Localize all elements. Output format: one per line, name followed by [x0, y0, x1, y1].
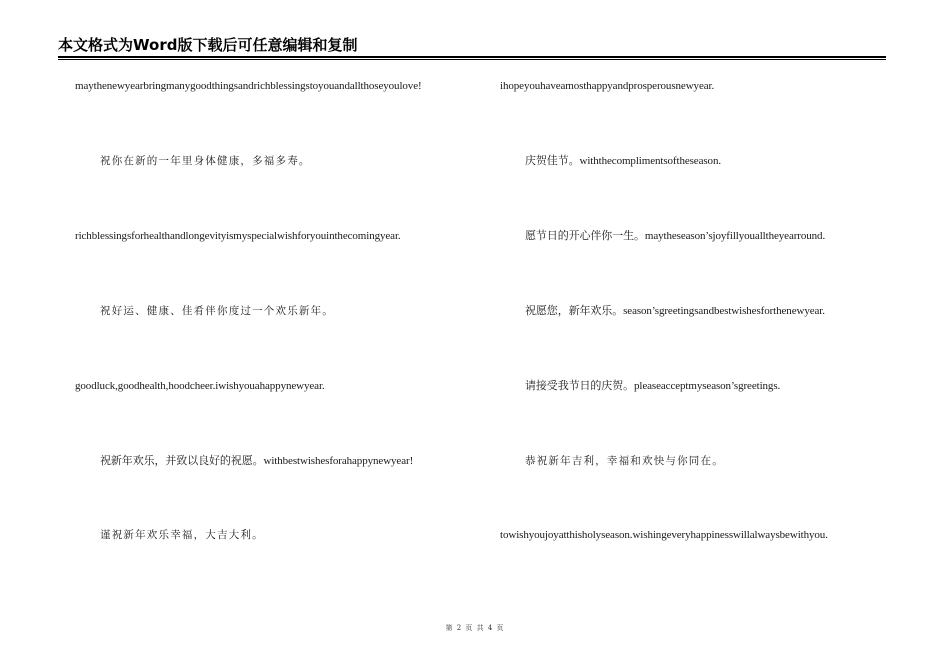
left-paragraph-6: 祝新年欢乐，并致以良好的祝愿。withbestwishesforahappynewyear!: [100, 455, 414, 467]
right-paragraph-2: 庆贺佳节。withthecomplimentsoftheseason.: [525, 155, 721, 167]
left-paragraph-7: 谨祝新年欢乐幸福，大吉大利。: [100, 529, 264, 541]
page-number-footer: 第 2 页 共 4 页: [445, 624, 505, 632]
left-paragraph-1: maythenewyearbringmanygoodthingsandrichblessingstoyouandallthoseyoulove!: [75, 80, 422, 92]
right-paragraph-1: ihopeyouhaveamosthappyandprosperousnewyear.: [500, 80, 715, 92]
right-paragraph-6: 恭祝新年吉利，幸福和欢快与你同在。: [525, 455, 724, 467]
document-header-title: 本文格式为Word版下载后可任意编辑和复制: [58, 36, 358, 54]
right-paragraph-3: 愿节日的开心伴你一生。maytheseason’sjoyfillyoualltheyearround.: [525, 230, 826, 242]
left-paragraph-5: goodluck,goodhealth,hoodcheer.iwishyouahappynewyear.: [75, 380, 325, 392]
right-paragraph-5: 请接受我节日的庆贺。pleaseacceptmyseason’sgreetings.: [525, 380, 781, 392]
header-divider-thin: [58, 59, 886, 60]
left-paragraph-3: richblessingsforhealthandlongevityismyspecialwishforyouinthecomingyear.: [75, 230, 401, 242]
left-paragraph-2: 祝你在新的一年里身体健康，多福多寿。: [100, 155, 311, 167]
left-paragraph-4: 祝好运、健康、佳肴伴你度过一个欢乐新年。: [100, 305, 334, 317]
header-divider-thick: [58, 56, 886, 58]
right-paragraph-7: towishyoujoyatthisholyseason.wishingeveryhappinesswillalwaysbewithyou.: [500, 529, 828, 541]
right-paragraph-4: 祝愿您，新年欢乐。season’sgreetingsandbestwishesforthenewyear.: [525, 305, 825, 317]
